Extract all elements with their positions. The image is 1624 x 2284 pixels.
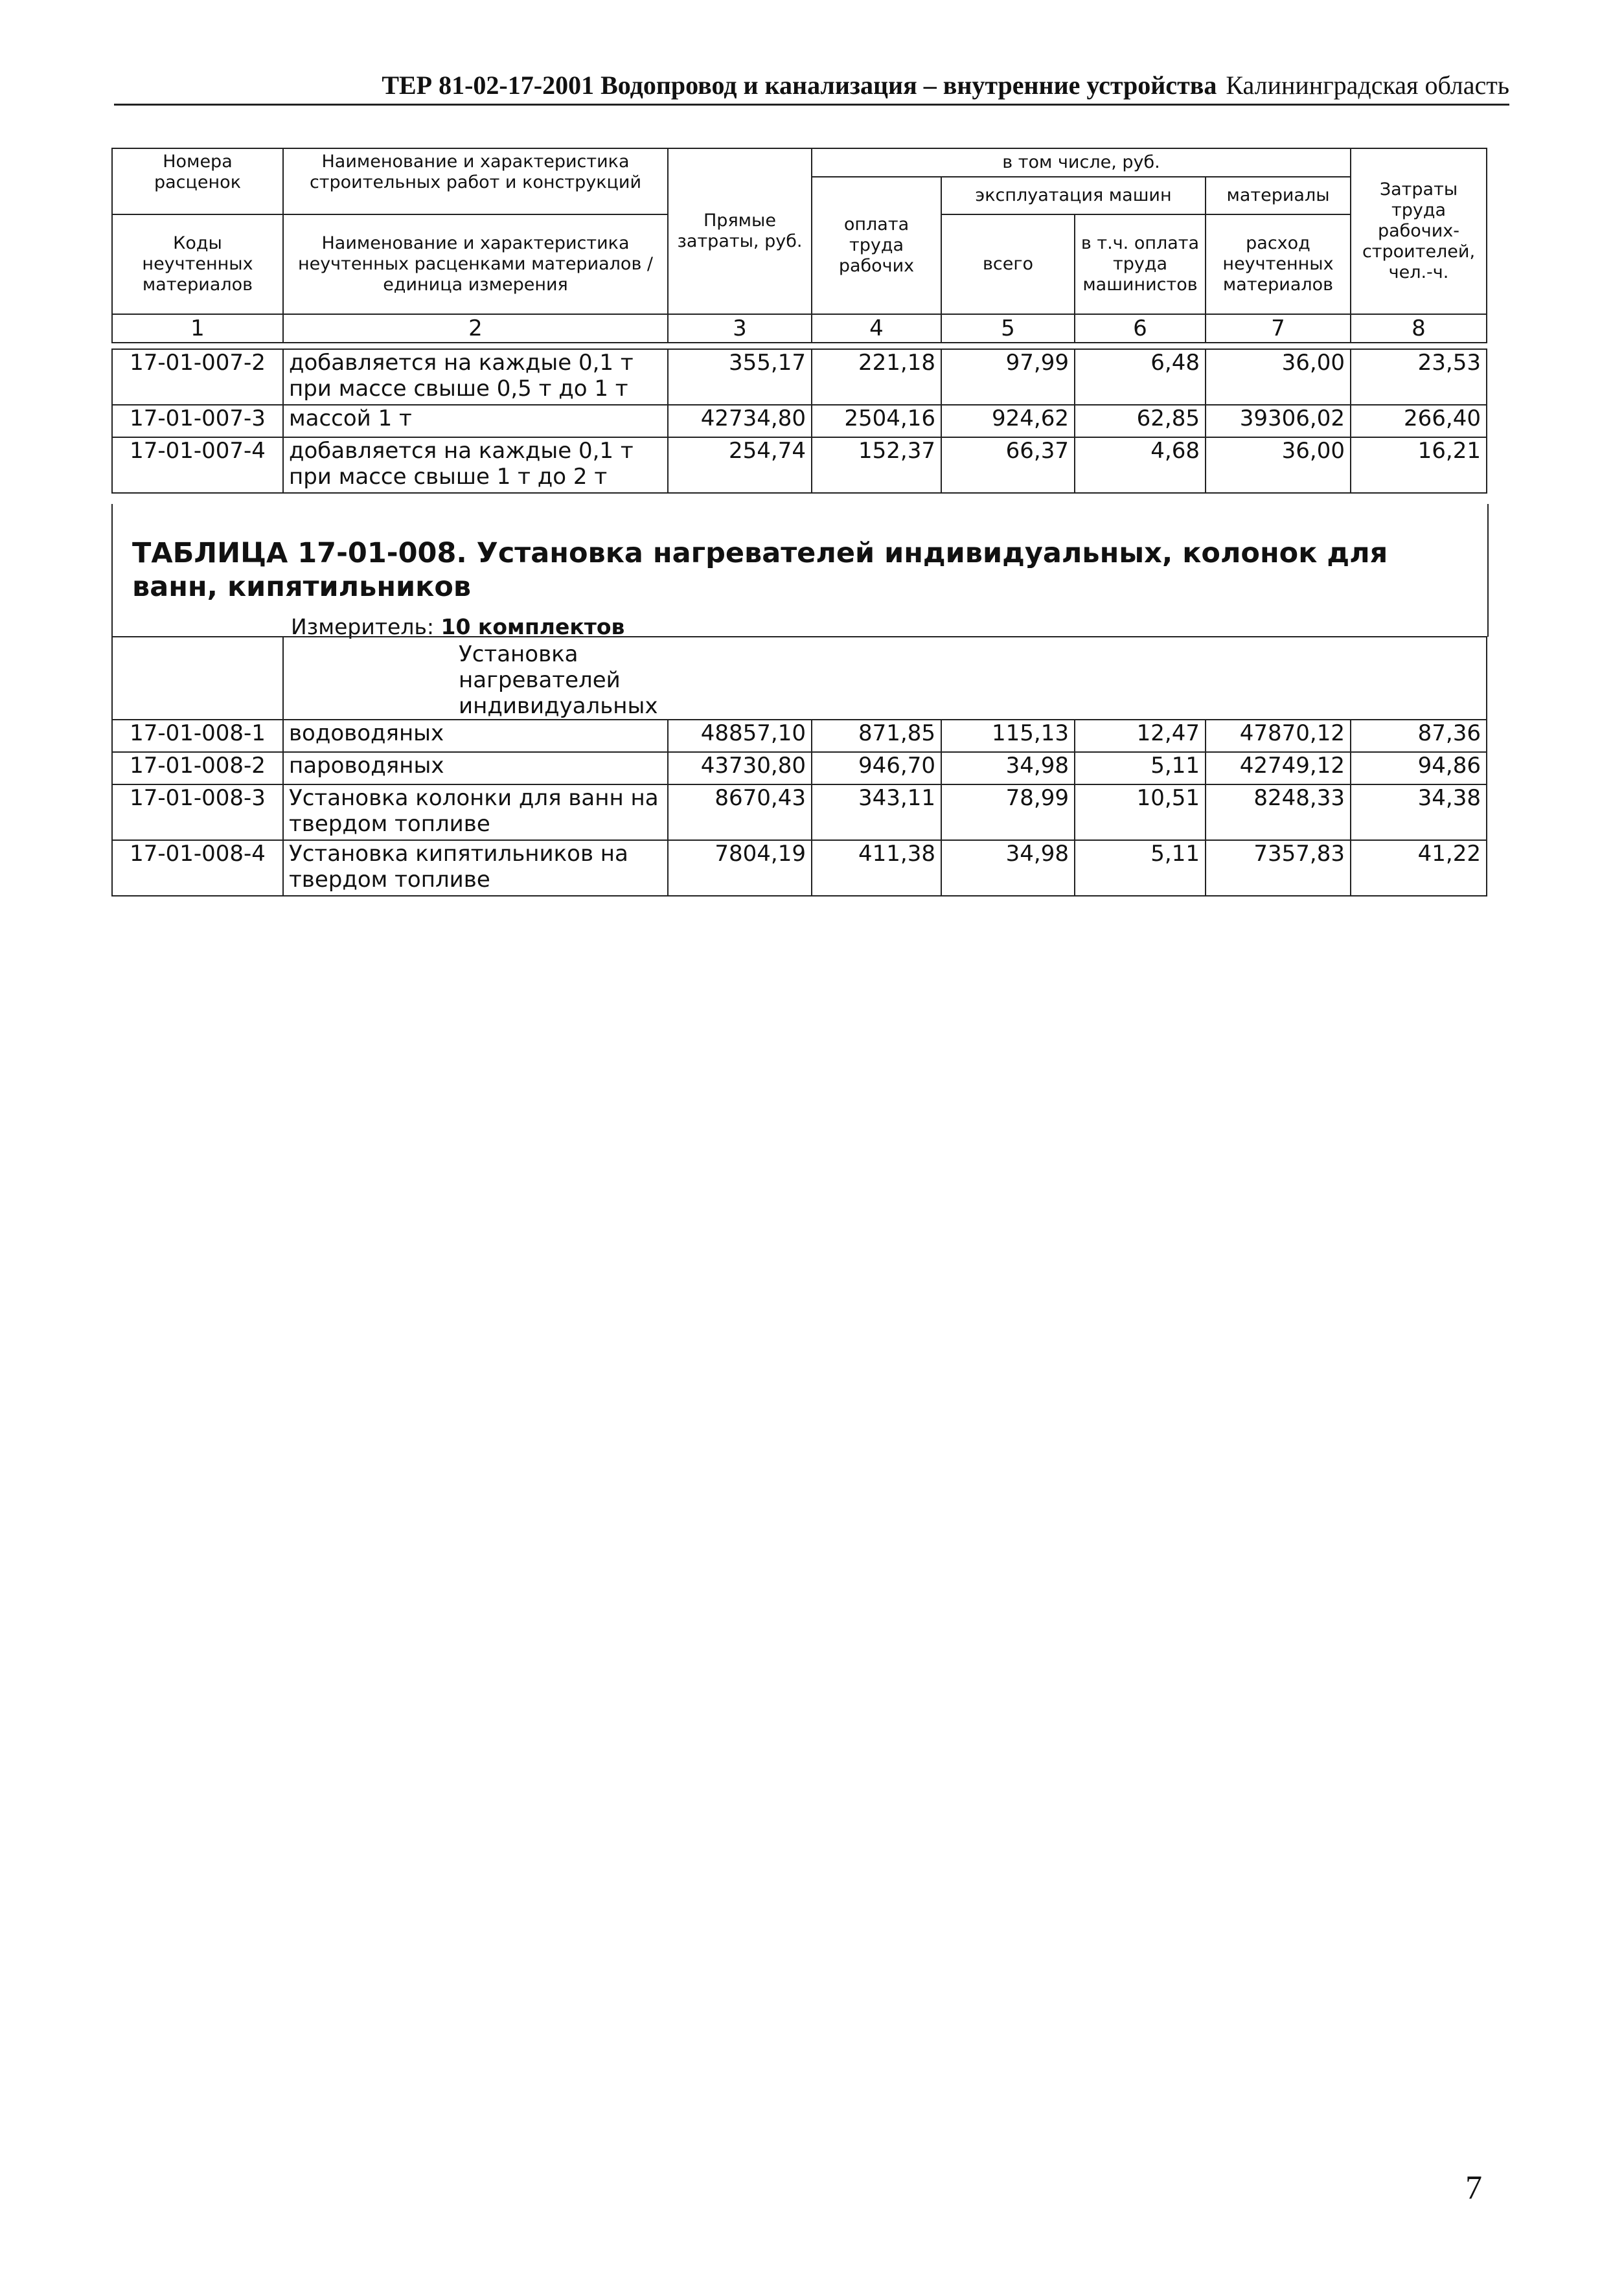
rate-code: 17-01-008-2 <box>112 752 283 784</box>
operator-wages: 4,68 <box>1075 437 1206 493</box>
machines-total: 34,98 <box>941 752 1075 784</box>
rate-code: 17-01-008-3 <box>112 784 283 840</box>
table-row <box>112 349 1487 405</box>
table-008-title: ТАБЛИЦА 17-01-008. Установка нагревателей индивидуальных, колонок для ванн, кипятильников <box>132 537 1388 603</box>
table-row <box>112 405 1487 437</box>
operator-wages: 6,48 <box>1075 349 1206 405</box>
header-worker-wages: оплата труда рабочих <box>812 177 941 314</box>
header-material-names: Наименование и характеристика неучтенных расценками материалов / единица измерения <box>283 214 668 314</box>
table-row <box>112 840 1487 896</box>
table-row <box>112 752 1487 784</box>
rates-table-008 <box>111 636 1487 896</box>
labor-hours: 266,40 <box>1351 405 1487 437</box>
rate-name: добавляется на каждые 0,1 т при массе свыше 1 т до 2 т <box>283 437 668 493</box>
column-number: 8 <box>1351 314 1487 343</box>
direct-costs: 8670,43 <box>668 784 812 840</box>
operator-wages: 5,11 <box>1075 840 1206 896</box>
column-number: 1 <box>112 314 283 343</box>
table-008-heading <box>111 504 1489 637</box>
direct-costs: 254,74 <box>668 437 812 493</box>
header-machines-total: всего <box>941 214 1075 314</box>
direct-costs: 48857,10 <box>668 720 812 752</box>
rate-code: 17-01-007-4 <box>112 437 283 493</box>
column-number: 7 <box>1206 314 1351 343</box>
labor-hours: 34,38 <box>1351 784 1487 840</box>
machines-total: 97,99 <box>941 349 1075 405</box>
machines-total: 924,62 <box>941 405 1075 437</box>
group-code-cell <box>112 637 283 720</box>
region-name: Калининградская область <box>1226 71 1509 100</box>
labor-hours: 94,86 <box>1351 752 1487 784</box>
worker-wages: 221,18 <box>812 349 941 405</box>
materials-cost: 8248,33 <box>1206 784 1351 840</box>
header-direct-costs: Прямые затраты, руб. <box>668 148 812 314</box>
machines-total: 115,13 <box>941 720 1075 752</box>
labor-hours: 16,21 <box>1351 437 1487 493</box>
worker-wages: 152,37 <box>812 437 941 493</box>
rate-code: 17-01-007-2 <box>112 349 283 405</box>
header-material-codes: Коды неучтенных материалов <box>112 214 283 314</box>
materials-cost: 7357,83 <box>1206 840 1351 896</box>
rate-name: водоводяных <box>283 720 668 752</box>
table-row <box>112 437 1487 493</box>
header-labor-hours: Затраты труда рабочих-строителей, чел.-ч. <box>1351 148 1487 314</box>
header-materials: материалы <box>1206 177 1351 214</box>
table-row <box>112 784 1487 840</box>
labor-hours: 87,36 <box>1351 720 1487 752</box>
labor-hours: 41,22 <box>1351 840 1487 896</box>
header-unaccounted-materials: расход неучтенных материалов <box>1206 214 1351 314</box>
worker-wages: 2504,16 <box>812 405 941 437</box>
page-number: 7 <box>1465 2169 1482 2206</box>
worker-wages: 871,85 <box>812 720 941 752</box>
direct-costs: 355,17 <box>668 349 812 405</box>
header-including: в том числе, руб. <box>812 148 1351 177</box>
direct-costs: 42734,80 <box>668 405 812 437</box>
operator-wages: 62,85 <box>1075 405 1206 437</box>
machines-total: 66,37 <box>941 437 1075 493</box>
materials-cost: 36,00 <box>1206 349 1351 405</box>
rate-name: пароводяных <box>283 752 668 784</box>
page-header <box>114 70 1509 106</box>
column-number: 3 <box>668 314 812 343</box>
worker-wages: 411,38 <box>812 840 941 896</box>
document-title: ТЕР 81-02-17-2001 Водопровод и канализация – внутренние устройства <box>382 71 1217 100</box>
operator-wages: 10,51 <box>1075 784 1206 840</box>
table-row <box>112 720 1487 752</box>
table-header <box>111 148 1487 343</box>
rate-name: добавляется на каждые 0,1 т при массе свыше 0,5 т до 1 т <box>283 349 668 405</box>
rate-name: Установка кипятильников на твердом топливе <box>283 840 668 896</box>
worker-wages: 343,11 <box>812 784 941 840</box>
machines-total: 34,98 <box>941 840 1075 896</box>
materials-cost: 42749,12 <box>1206 752 1351 784</box>
header-operator-wages: в т.ч. оплата труда машинистов <box>1075 214 1206 314</box>
worker-wages: 946,70 <box>812 752 941 784</box>
measure-value: 10 комплектов <box>440 614 625 639</box>
rate-name: Установка колонки для ванн на твердом топливе <box>283 784 668 840</box>
header-work-name: Наименование и характеристика строительных работ и конструкций <box>283 148 668 214</box>
operator-wages: 12,47 <box>1075 720 1206 752</box>
header-rate-numbers: Номера расценок <box>112 148 283 214</box>
labor-hours: 23,53 <box>1351 349 1487 405</box>
measure-label: Измеритель: <box>291 614 435 639</box>
column-number: 5 <box>941 314 1075 343</box>
rate-code: 17-01-007-3 <box>112 405 283 437</box>
rate-code: 17-01-008-1 <box>112 720 283 752</box>
operator-wages: 5,11 <box>1075 752 1206 784</box>
header-machine-operation: эксплуатация машин <box>941 177 1206 214</box>
materials-cost: 47870,12 <box>1206 720 1351 752</box>
rate-name: массой 1 т <box>283 405 668 437</box>
machines-total: 78,99 <box>941 784 1075 840</box>
group-row <box>112 637 1487 720</box>
group-label: Установка нагревателей индивидуальных <box>459 641 658 719</box>
materials-cost: 36,00 <box>1206 437 1351 493</box>
materials-cost: 39306,02 <box>1206 405 1351 437</box>
rates-table-007 <box>111 348 1487 494</box>
column-number: 2 <box>283 314 668 343</box>
column-number: 4 <box>812 314 941 343</box>
direct-costs: 43730,80 <box>668 752 812 784</box>
direct-costs: 7804,19 <box>668 840 812 896</box>
rate-code: 17-01-008-4 <box>112 840 283 896</box>
column-number: 6 <box>1075 314 1206 343</box>
